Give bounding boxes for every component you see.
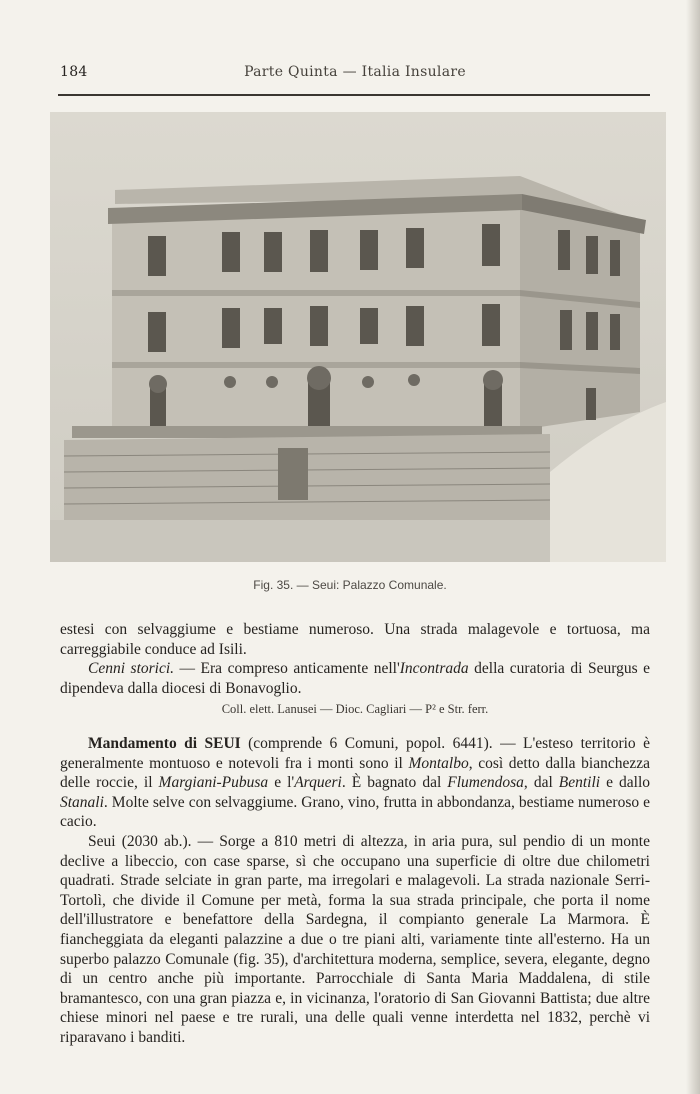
paragraph-lead: Mandamento di SEUI: [88, 734, 241, 752]
header-rule: [58, 94, 650, 96]
place-name: Margiani-Pubusa: [158, 774, 269, 792]
building-illustration: [50, 112, 666, 562]
paragraph-seui: Seui (2030 ab.). — Sorge a 810 metri di altezza, in aria pura, sul pendio di un monte declive a libeccio, con case sparse, sì che occupano una superficie di oltre due chilometri quadrati. Strade selciate in gran parte, ma irregolari e malagevoli. La strada nazionale Serri-Tortolì, che divide il Comune per metà, forma la sua strada principale, che porta il nome dell'illustratore e benefattore della Sardegna, il compianto generale La Marmora. È fiancheggiata da eleganti palazzine a due o tre piani alti, variamente tinte all'esterno. Ha un superbo palazzo Comunale (fig. 35), d'architettura moderna, semplice, severa, elegante, degno di un centro anche più importante. Parrocchiale di Santa Maria Maddalena, di stile bramantesco, con una gran piazza e, in vicinanza, l'oratorio di San Giovanni Battista; due altre chiese minori nel paese e tre rurali, una delle quali venne interdetta nel 1832, perchè vi riparavano i banditi.: [60, 832, 650, 1046]
section-label: Cenni storici.: [88, 660, 175, 678]
paragraph-continuation: estesi con selvaggiume e bestiame numeroso. Una strada malagevole e tortuosa, ma carreggiabile conduce ad Isili.: [60, 621, 650, 658]
collegio-line: Coll. elett. Lanusei — Dioc. Cagliari — P² e Str. ferr.: [221, 702, 489, 717]
text-run: . È bagnato dal: [341, 774, 448, 792]
running-header: [60, 64, 650, 86]
page-number: 184: [60, 64, 88, 80]
body-text: [60, 620, 650, 1047]
page-edge-shadow: [686, 0, 700, 1094]
place-name: Montalbo: [408, 754, 469, 772]
paragraph-mandamento: [60, 734, 650, 832]
paragraph-cenni-storici: [60, 659, 650, 698]
text-run: (comprende 6 Comuni, popol. 6441). — L'esteso territorio è generalmente montuoso e notevoli fra i monti sono il: [60, 734, 650, 772]
text-run: della curatoria di Seurgus e dipendeva dalla diocesi di Bonavoglio.: [60, 660, 651, 697]
place-name: Arqueri: [294, 774, 342, 792]
text-run: , dal: [523, 774, 559, 792]
text-run: — Era compreso anticamente nell': [174, 660, 400, 678]
text-run: e dallo: [600, 774, 651, 792]
figure-caption: Fig. 35. — Seui: Palazzo Comunale.: [253, 578, 447, 592]
place-name: Bentili: [558, 774, 601, 792]
text-run: , così detto dalla bianchezza delle roccie, il: [60, 754, 650, 792]
figure-photo-palazzo: [50, 112, 666, 562]
italic-term: Incontrada: [399, 660, 469, 678]
text-run: . Molte selve con selvaggiume. Grano, vino, frutta in abbondanza, bestiame numeroso e cacio.: [60, 793, 650, 831]
place-name: Stanali: [60, 793, 104, 811]
running-title: Parte Quinta — Italia Insulare: [244, 64, 466, 80]
place-name: Flumendosa: [447, 774, 524, 792]
text-run: e l': [268, 774, 295, 792]
